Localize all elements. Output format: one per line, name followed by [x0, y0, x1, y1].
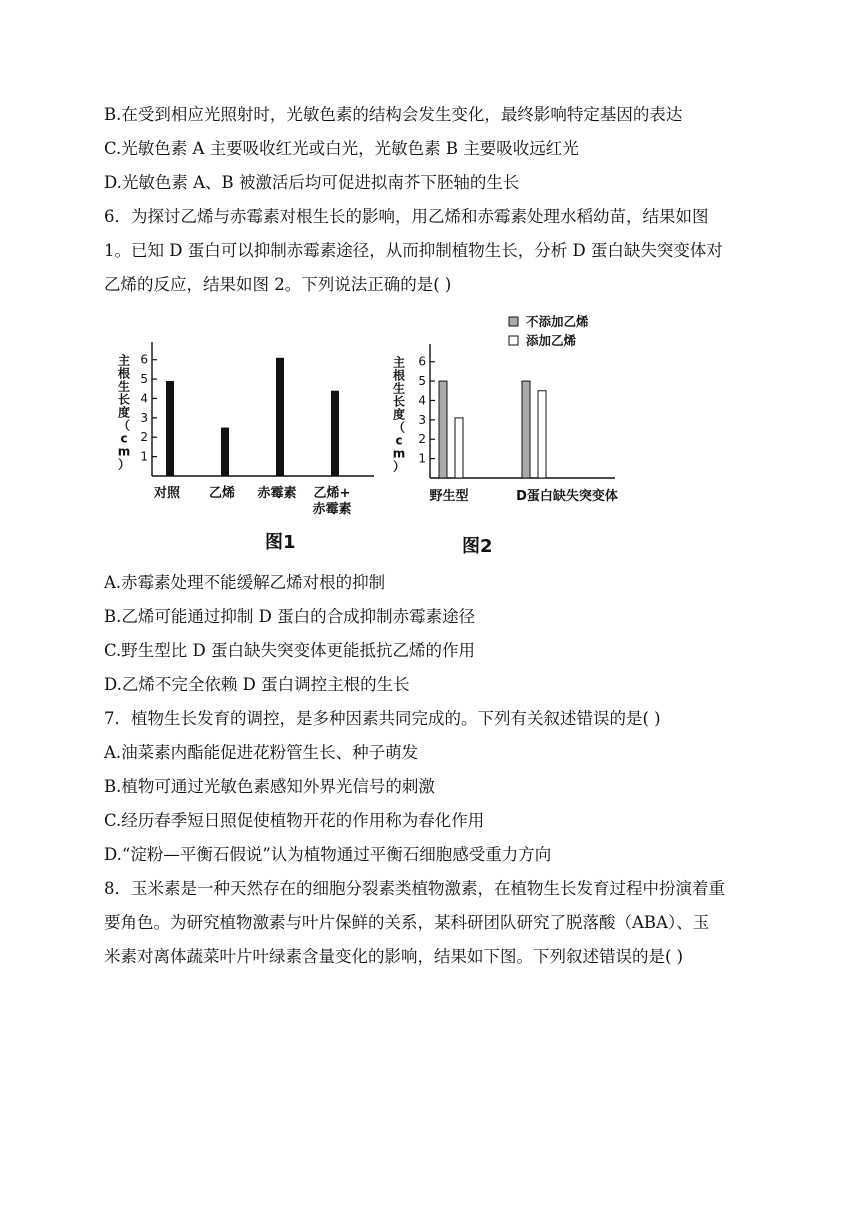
- fig1-y-tick-label: 2: [140, 430, 148, 445]
- fig2-bar-2-1: [522, 381, 530, 478]
- fig2-bar-2-2: [538, 391, 546, 478]
- fig2-y-tick-label: 2: [418, 432, 426, 447]
- fig2-y-tick-label: 3: [418, 412, 426, 427]
- fig2-y-tick-label: 6: [418, 354, 426, 369]
- fig1-bar-3: [276, 358, 284, 476]
- fig2-legend-label-2: 添加乙烯: [526, 333, 577, 348]
- fig2-y-tick-label: 4: [418, 393, 426, 408]
- q6-option-a: A.赤霉素处理不能缓解乙烯对根的抑制: [104, 573, 386, 592]
- fig1-category-label: 对照: [153, 486, 181, 501]
- q6-option-b: B.乙烯可能通过抑制 D 蛋白的合成抑制赤霉素途径: [104, 607, 476, 626]
- fig2-legend-label-1: 不添加乙烯: [526, 314, 589, 329]
- fig2-bar-1-2: [455, 418, 463, 478]
- fig1-category-label: 乙烯+: [313, 486, 351, 501]
- fig1-y-tick-label: 4: [140, 391, 148, 406]
- q6-option-d: D.乙烯不完全依赖 D 蛋白调控主根的生长: [104, 675, 410, 694]
- figure-1-chart: [112, 328, 382, 523]
- fig2-category-label: D蛋白缺失突变体: [516, 489, 618, 504]
- fig1-bar-1: [166, 381, 174, 476]
- q6-option-c: C.野生型比 D 蛋白缺失突变体更能抵抗乙烯的作用: [104, 641, 476, 660]
- option-b-text: B.在受到相应光照射时，光敏色素的结构会发生变化，最终影响特定基因的表达: [104, 105, 683, 124]
- fig2-y-tick-label: 5: [418, 374, 426, 389]
- fig1-y-tick-label: 3: [140, 410, 148, 425]
- fig2-y-axis-label: 主根生长度（ c m ）: [392, 355, 406, 474]
- figure-2-chart: [385, 308, 625, 508]
- fig2-legend-swatch-2: [509, 336, 518, 345]
- question-7-text: 7．植物生长发育的调控，是多种因素共同完成的。下列有关叙述错误的是( ): [104, 709, 661, 728]
- figure-2-caption: 图2: [462, 536, 493, 557]
- fig2-bar-1-1: [439, 381, 447, 478]
- fig2-category-label: 野生型: [429, 489, 469, 504]
- q7-option-c: C.经历春季短日照促使植物开花的作用称为春化作用: [104, 811, 485, 830]
- fig1-y-tick-label: 5: [140, 372, 148, 387]
- fig1-bar-4: [331, 391, 339, 476]
- fig1-y-tick-label: 1: [140, 449, 148, 464]
- fig1-category-label: 乙烯: [208, 486, 236, 501]
- question-6-line-2: 1。已知 D 蛋白可以抑制赤霉素途径，从而抑制植物生长，分析 D 蛋白缺失突变体对: [104, 241, 723, 260]
- fig1-category-label: 赤霉素: [312, 502, 352, 517]
- fig1-y-axis-label: 主根生长度（ c m ）: [117, 353, 131, 472]
- q7-option-b: B.植物可通过光敏色素感知外界光信号的刺激: [104, 777, 435, 796]
- fig1-bar-2: [221, 428, 229, 476]
- figure-1-caption: 图1: [265, 532, 296, 553]
- question-8-line-2: 要角色。为研究植物激素与叶片保鲜的关系，某科研团队研究了脱落酸（ABA）、玉: [104, 913, 710, 932]
- q7-option-a: A.油菜素内酯能促进花粉管生长、种子萌发: [104, 743, 419, 762]
- question-8-line-1: 8．玉米素是一种天然存在的细胞分裂素类植物激素，在植物生长发育过程中扮演着重: [104, 879, 725, 898]
- fig1-y-tick-label: 6: [140, 352, 148, 367]
- q7-option-d: D.“淀粉—平衡石假说”认为植物通过平衡石细胞感受重力方向: [104, 845, 552, 864]
- fig2-legend-swatch-1: [509, 317, 518, 326]
- question-8-line-3: 米素对离体蔬菜叶片叶绿素含量变化的影响，结果如下图。下列叙述错误的是( ): [104, 947, 684, 966]
- fig1-category-label: 赤霉素: [257, 486, 297, 501]
- fig2-y-tick-label: 1: [418, 451, 426, 466]
- option-c-text: C.光敏色素 A 主要吸收红光或白光，光敏色素 B 主要吸收远红光: [104, 139, 579, 158]
- question-6-line-3: 乙烯的反应，结果如图 2。下列说法正确的是( ): [104, 275, 452, 294]
- question-6-line-1: 6．为探讨乙烯与赤霉素对根生长的影响，用乙烯和赤霉素处理水稻幼苗，结果如图: [104, 207, 709, 226]
- option-d-text: D.光敏色素 A、B 被激活后均可促进拟南芥下胚轴的生长: [104, 173, 520, 192]
